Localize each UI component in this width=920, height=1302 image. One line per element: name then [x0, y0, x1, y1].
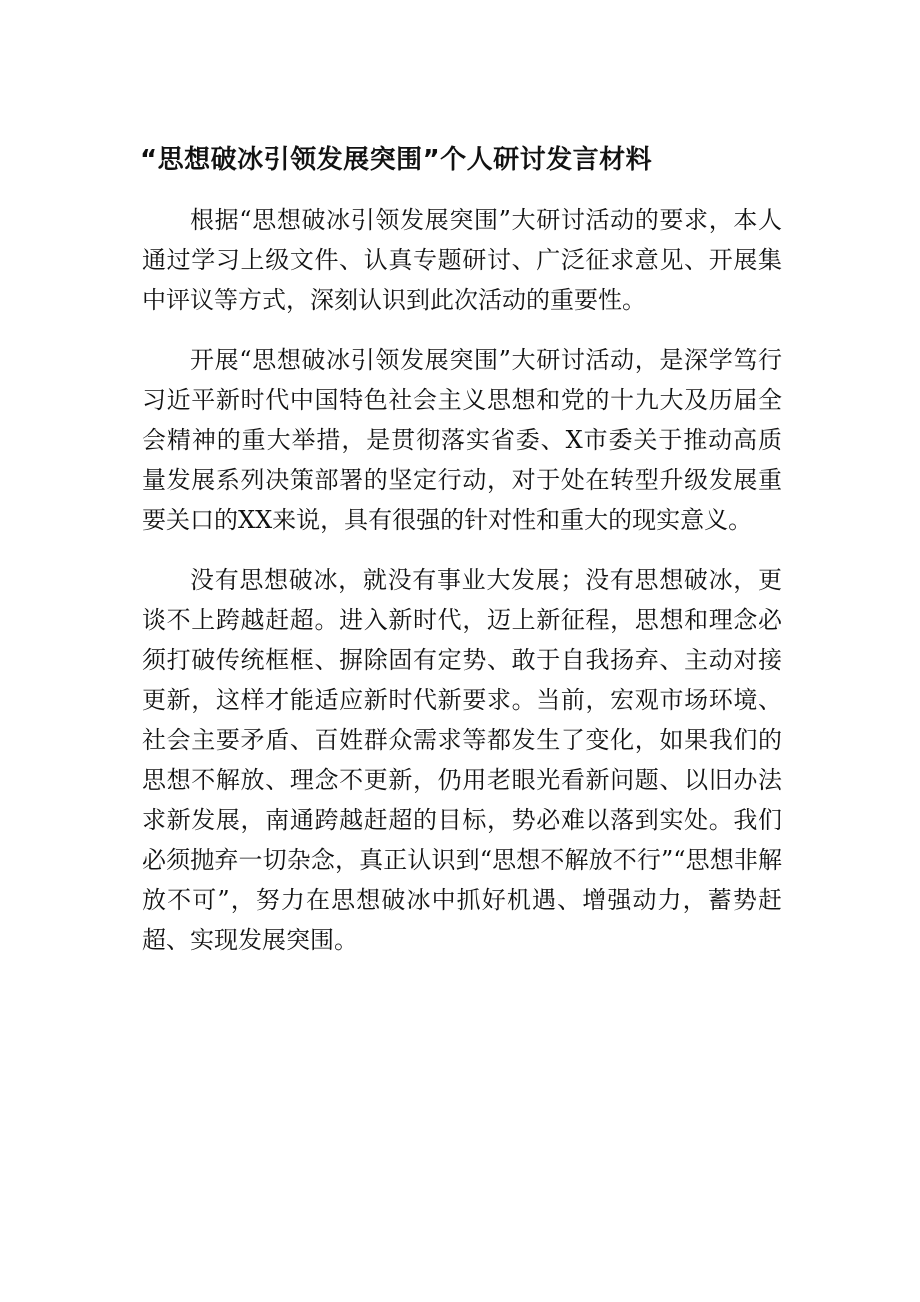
document-title: “思想破冰引领发展突围”个人研讨发言材料: [140, 145, 653, 175]
paragraph-1: 根据“思想破冰引领发展突围”大研讨活动的要求，本人通过学习上级文件、认真专题研讨、广泛征求意见、开展集中评议等方式，深刻认识到此次活动的重要性。: [142, 206, 782, 314]
document-body: [142, 200, 782, 960]
paragraph-2: 开展“思想破冰引领发展突围”大研讨活动，是深学笃行习近平新时代中国特色社会主义思想和党的十九大及历届全会精神的重大举措，是贯彻落实省委、X市委关于推动高质量发展系列决策部署的坚定行动，对于处在转型升级发展重要关口的XX来说，具有很强的针对性和重大的现实意义。: [142, 346, 782, 534]
paragraph-3: 没有思想破冰，就没有事业大发展；没有思想破冰，更谈不上跨越赶超。进入新时代，迈上新征程，思想和理念必须打破传统框框、摒除固有定势、敢于自我扬弃、主动对接更新，这样才能适应新时代新要求。当前，宏观市场环境、社会主要矛盾、百姓群众需求等都发生了变化，如果我们的思想不解放、理念不更新，仍用老眼光看新问题、以旧办法求新发展，南通跨越赶超的目标，势必难以落到实处。我们必须抛弃一切杂念，真正认识到“思想不解放不行”“思想非解放不可”，努力在思想破冰中抓好机遇、增强动力，蓄势赶超、实现发展突围。: [142, 566, 782, 954]
